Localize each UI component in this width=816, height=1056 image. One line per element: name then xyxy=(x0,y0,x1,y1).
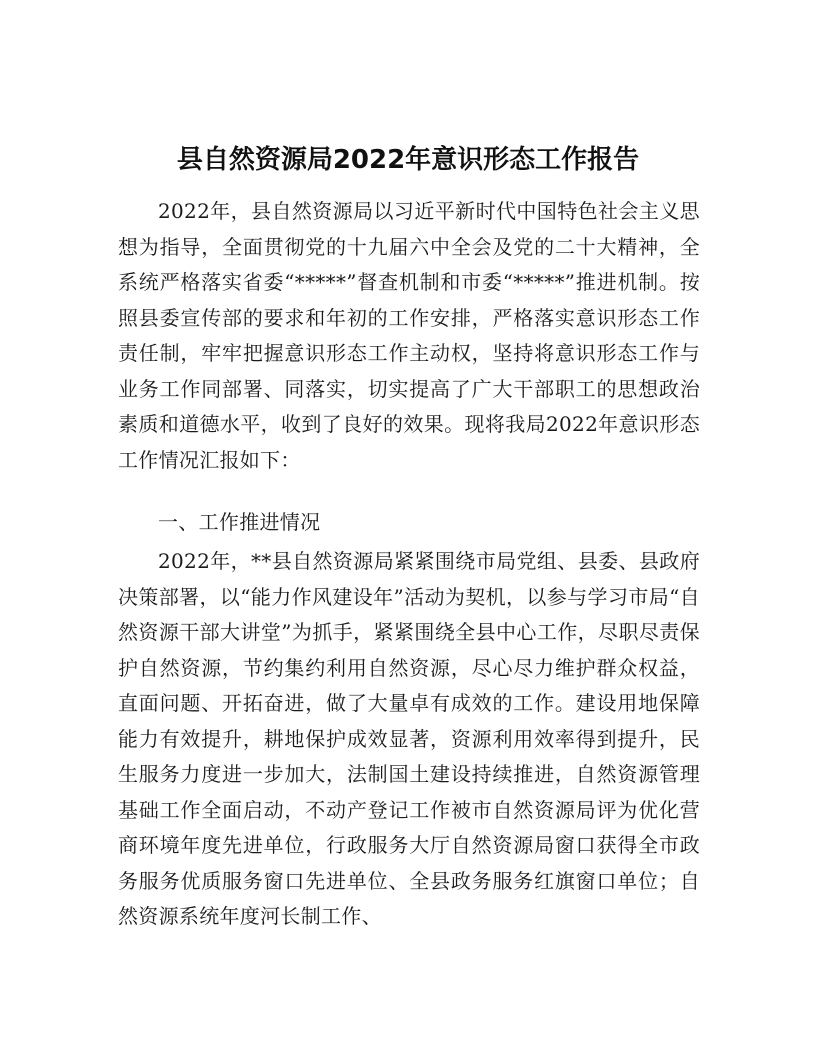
section-heading: 一、工作推进情况 xyxy=(158,510,321,534)
intro-paragraph: 2022年，县自然资源局以习近平新时代中国特色社会主义思想为指导，全面贯彻党的十九届六中全会及党的二十大精神，全系统严格落实省委“*****”督查机制和市委“*****”推进机制。按照县委宣传部的要求和年初的工作安排，严格落实意识形态工作责任制，牢牢把握意识形态工作主动权，坚持将意识形态工作与业务工作同部署、同落实，切实提高了广大干部职工的思想政治素质和道德水平，收到了良好的效果。现将我局2022年意识形态工作情况汇报如下： xyxy=(118,199,700,472)
document-title: 县自然资源局2022年意识形态工作报告 xyxy=(176,145,640,175)
body-paragraph: 2022年，**县自然资源局紧紧围绕市局党组、县委、县政府决策部署，以“能力作风建设年”活动为契机，以参与学习市局“自然资源干部大讲堂”为抓手，紧紧围绕全县中心工作，尽职尽责保护自然资源，节约集约利用自然资源，尽心尽力维护群众权益，直面问题、开拓奋进，做了大量卓有成效的工作。建设用地保障能力有效提升，耕地保护成效显著，资源利用效率得到提升，民生服务力度进一步加大，法制国土建设持续推进，自然资源管理基础工作全面启动，不动产登记工作被市自然资源局评为优化营商环境年度先进单位，行政服务大厅自然资源局窗口获得全市政务服务优质服务窗口先进单位、全县政务服务红旗窗口单位；自然资源系统年度河长制工作、 xyxy=(118,549,700,928)
